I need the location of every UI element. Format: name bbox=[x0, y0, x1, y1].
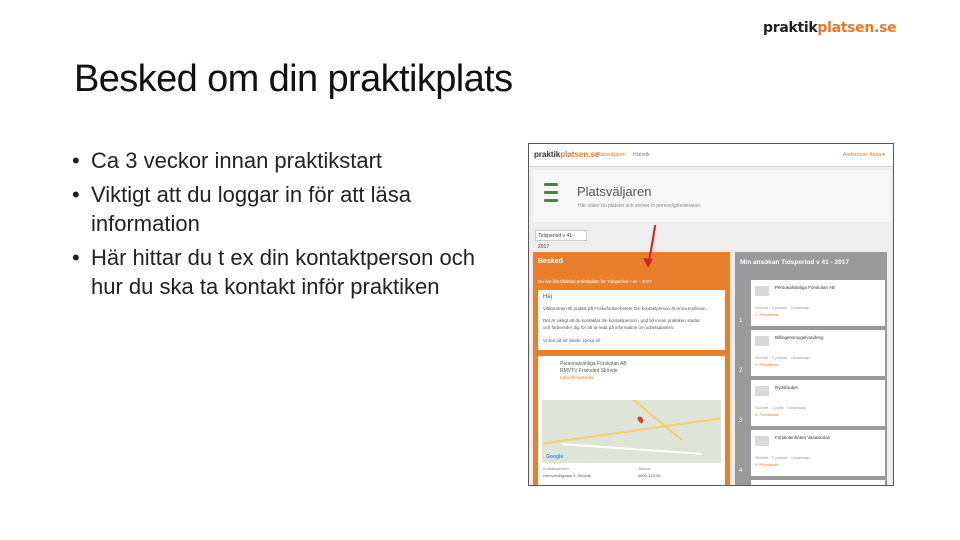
org-link[interactable]: Länk till hemsida bbox=[560, 375, 594, 380]
item-status: ✔ Prioriterad bbox=[755, 312, 778, 317]
application-item[interactable] bbox=[751, 480, 885, 486]
priority-number: 3 bbox=[739, 418, 743, 424]
phone-value: 0500-123 45 bbox=[638, 473, 661, 478]
item-title: Förskolenheten Vasaskolan bbox=[775, 435, 831, 440]
location-map[interactable] bbox=[542, 400, 721, 463]
map-pin-icon bbox=[636, 415, 644, 423]
priority-number: 2 bbox=[739, 368, 743, 374]
hero-title: Platsväljaren bbox=[577, 184, 652, 199]
contact-label: Kontaktperson bbox=[543, 466, 569, 471]
slide-title: Besked om din praktikplats bbox=[74, 58, 513, 100]
workplace-logo bbox=[755, 286, 769, 296]
period-selector[interactable]: Tidsperiod v 41 - 2017 bbox=[535, 230, 587, 241]
besked-subheading: Du har fått tilldelad praktikplats för Tidsperiod v 41 - 2017 bbox=[538, 279, 652, 284]
phone-label: Telefon bbox=[638, 466, 651, 471]
praktikplatsen-logo bbox=[763, 20, 896, 36]
workplace-logo bbox=[755, 436, 769, 446]
application-item[interactable] bbox=[739, 430, 885, 476]
hero-subtitle: Här söker du platsen och skriver in personlighetskravet. bbox=[578, 203, 702, 209]
hero-banner bbox=[533, 170, 890, 222]
message-card bbox=[538, 290, 725, 350]
message-line: och förbereder dig för att ta reda på information om arbetsplatsen. bbox=[543, 325, 675, 330]
message-line: Det är viktigt att du kontaktar din kontaktperson i god tid innan praktiken startar bbox=[543, 318, 700, 323]
site-logo[interactable] bbox=[534, 150, 599, 159]
org-dept: RMVTV Friskvård Skövde bbox=[560, 368, 618, 374]
item-meta: Skövde · 2 platser · Ledarskap bbox=[755, 355, 810, 360]
message-line: Vi ses på ett värde. Lycka till. bbox=[543, 338, 602, 343]
workplace-logo bbox=[755, 336, 769, 346]
item-status: ✔ Prioriterad bbox=[755, 462, 778, 467]
tab-platsvaljaren[interactable]: Platsväljaren bbox=[597, 152, 626, 158]
bullet-item: • Viktigt att du loggar in för att läsa information bbox=[72, 180, 512, 238]
priority-number: 1 bbox=[739, 318, 743, 324]
bullet-item: • Ca 3 veckor innan praktikstart bbox=[72, 146, 512, 175]
item-meta: Skövde · 1 plats · Ledarskap bbox=[755, 405, 806, 410]
item-meta: Skövde · 2 platser · Ledarskap bbox=[755, 305, 810, 310]
item-status: ✔ Prioriterad bbox=[755, 412, 778, 417]
item-status: ✔ Prioriterad bbox=[755, 362, 778, 367]
logo-part-praktik: praktik bbox=[763, 20, 818, 36]
application-item[interactable] bbox=[739, 330, 885, 376]
bullet-list bbox=[72, 146, 512, 306]
greeting: Hej bbox=[543, 294, 553, 300]
item-title: Billingensmygelvandring bbox=[775, 335, 824, 340]
item-title: Rydsbruket bbox=[775, 385, 798, 390]
application-item[interactable] bbox=[739, 380, 885, 426]
besked-panel bbox=[533, 252, 730, 486]
site-navbar bbox=[529, 144, 893, 167]
org-name: Personalvänliga Förskolan AB bbox=[560, 361, 627, 367]
site-logo-part: praktik bbox=[534, 150, 561, 159]
google-logo: Google bbox=[546, 454, 564, 460]
mina-heading: Min ansökan Tidsperiod v 41 - 2017 bbox=[740, 259, 849, 266]
platsvaljaren-icon bbox=[540, 178, 560, 212]
workplace-logo bbox=[755, 386, 769, 396]
application-item[interactable] bbox=[739, 280, 885, 326]
bullet-item: • Här hittar du t ex din kontaktperson och hur du ska ta kontakt inför praktiken bbox=[72, 243, 512, 301]
tab-historik[interactable]: Historik bbox=[633, 152, 650, 158]
workplace-card bbox=[538, 356, 725, 486]
site-logo-part: platsen.se bbox=[560, 150, 600, 159]
mina-ansokan-panel bbox=[735, 252, 887, 486]
besked-heading: Besked bbox=[538, 258, 563, 265]
priority-number: 4 bbox=[739, 468, 743, 474]
user-menu[interactable]: Andersson, Anna ▾ bbox=[843, 152, 885, 158]
logo-part-platsen: platsen.se bbox=[817, 20, 897, 36]
item-meta: Skövde · 2 platser · Ledarskap bbox=[755, 455, 810, 460]
contact-value: Hemvändsgatan 5, Skövde bbox=[543, 473, 592, 478]
item-title: Personalvänliga Förskolan AB bbox=[775, 285, 836, 290]
message-line: Välkommen till praktik på Friskvårdsenheten! Din kontaktperson är Anna Karlsson. bbox=[543, 306, 707, 311]
embedded-screenshot bbox=[528, 143, 894, 486]
